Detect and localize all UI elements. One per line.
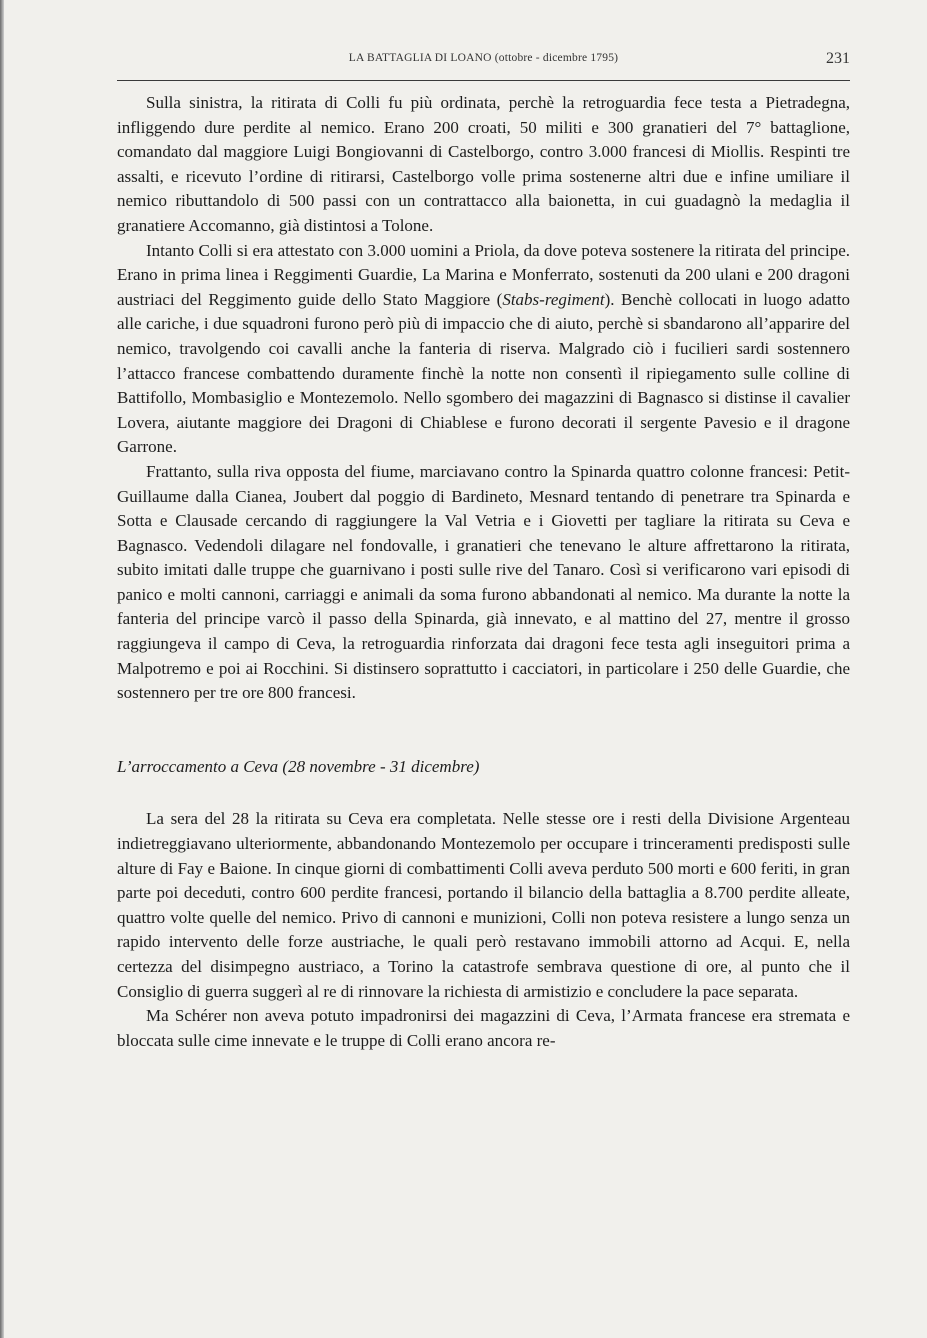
paragraph-text: Intanto Colli si era attestato con 3.000 uomini a Priola, da dove poteva sostenere la ritirata del principe. Erano in prima linea i Reggimenti Guardie, La Marina e Monferrato, sostenuti da 200 ulani e 200 dragoni austriaci del Reggimento guide dello Stato Maggiore (	[117, 240, 850, 309]
paragraph-text: ). Benchè collocati in luogo adatto alle cariche, i due squadroni furono però più di impaccio che di aiuto, perchè si sbandarono all’apparire del nemico, travolgendo coi cavalli anche la fanteria di riserva. Malgrado ciò i fucilieri sardi sostennero l’attacco francese combattendo duramente finchè la notte non consentì il ripiegamento sulle colline di Battifollo, Mombasiglio e Montezemolo. Nello sgombero dei magazzini di Bagnasco si distinse il cavalier Lovera, aiutante maggiore dei Dragoni di Chiablese e furono decorati il sergente Pavesio e il dragone Garrone.	[117, 289, 850, 457]
page-header	[117, 46, 850, 81]
italic-term: Stabs-regiment	[502, 289, 605, 309]
paragraph	[117, 239, 850, 460]
paragraph: Frattanto, sulla riva opposta del fiume, marciavano contro la Spinarda quattro colonne francesi: Petit-Guillaume dalla Cianea, Joubert dal poggio di Bardineto, Mesnard tentando di penetrare tra Spinarda e Sotta e Clausade cercando di raggiungere la Val Vetria e i Giovetti per tagliare la ritirata su Ceva e Bagnasco. Vedendoli dilagare nel fondovalle, i granatieri che tenevano le alture affrettarono la ritirata, subito imitati dalle truppe che guarnivano i posti sulle rive del Tanaro. Così si verificarono vari episodi di panico e molti cannoni, carriaggi e animali da soma furono abbandonati al nemico. Ma durante la notte la fanteria del principe varcò il passo della Spinarda, già innevato, e al mattino del 27, mentre il grosso raggiungeva il campo di Ceva, la retroguardia rinforzata dai dragoni fece testa agli inseguitori prima a Malpotremo e poi ai Rocchini. Si distinsero soprattutto i cacciatori, in particolare i 250 delle Guardie, che sostennero per tre ore 800 francesi.	[117, 461, 850, 703]
running-title: LA BATTAGLIA DI LOANO (ottobre - dicembre 1795)	[348, 52, 619, 64]
book-page	[117, 46, 850, 1053]
paragraph: La sera del 28 la ritirata su Ceva era completata. Nelle stesse ore i resti della Divisione Argenteau indietreggiavano ulteriormente, abbandonando Montezemolo per occupare i trinceramenti predisposti sulle alture di Fay e Baione. In cinque giorni di combattimenti Colli aveva perduto 500 morti e 600 feriti, in gran parte poi deceduti, contro 600 perdite francesi, portando il bilancio della battaglia a 8.700 perdite alleate, quattro volte quelle del nemico. Privo di cannoni e munizioni, Colli non poteva resistere a lungo senza un rapido intervento delle forze austriache, le quali però restavano immobili attorno ad Acqui. E, nella certezza del disimpegno austriaco, a Torino la catastrofe sembrava questione di ore, al punto che il Consiglio di guerra suggerì al re di rinnovare la richiesta di armistizio e concludere la pace separata.	[117, 809, 850, 1001]
body-text	[117, 91, 850, 1053]
scan-edge	[0, 0, 4, 1338]
paragraph: Sulla sinistra, la ritirata di Colli fu più ordinata, perchè la retroguardia fece testa a Pietradegna, infliggendo dure perdite al nemico. Erano 200 croati, 50 militi e 300 granatieri del 7° battaglione, comandato dal maggiore Luigi Bongiovanni di Castelborgo, contro 3.000 francesi di Miollis. Respinti tre assalti, e ricevuto l’ordine di ritirarsi, Castelborgo volle prima sostenerne altri due e infine umiliare il nemico ributtandolo di 500 passi con un contrattacco alla baionetta, in cui guadagnò la medaglia il granatiere Accomanno, già distintosi a Tolone.	[117, 93, 850, 235]
paragraph: Ma Schérer non aveva potuto impadronirsi dei magazzini di Ceva, l’Armata francese era stremata e bloccata sulle cime innevate e le truppe di Colli erano ancora re-	[117, 1006, 850, 1050]
section-heading: L’arroccamento a Ceva (28 novembre - 31 dicembre)	[117, 756, 480, 776]
page-number: 231	[826, 50, 850, 67]
